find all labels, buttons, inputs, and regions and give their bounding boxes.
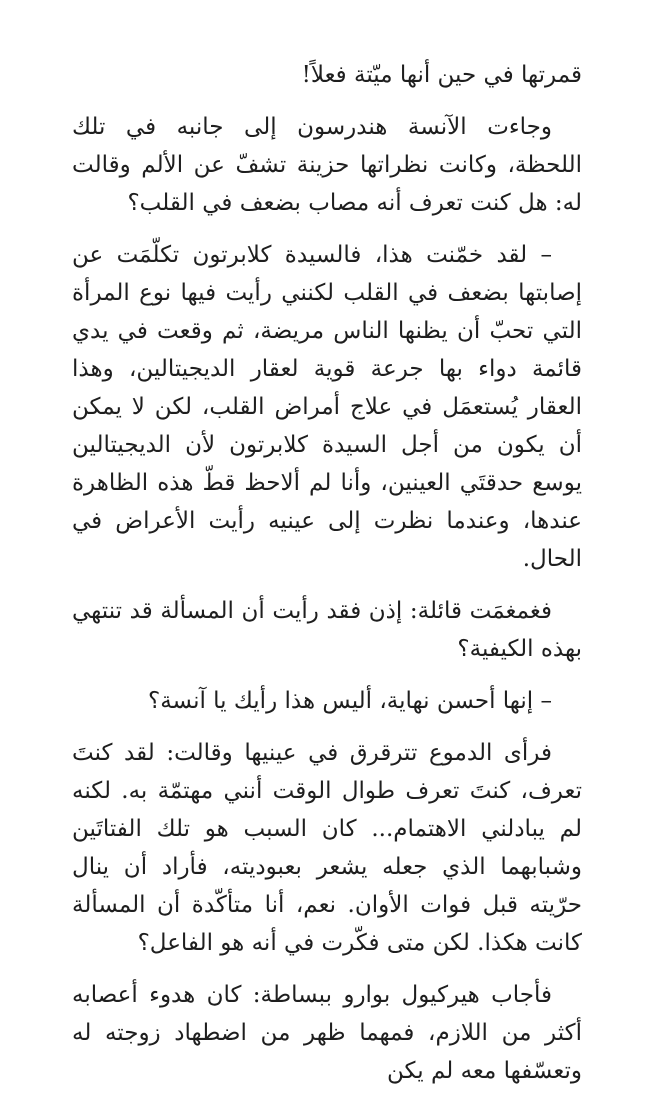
paragraph-4: فغمغمَت قائلة: إذن فقد رأيت أن المسألة قد تنتهي بهذه الكيفية؟: [72, 598, 582, 662]
paragraph-2: وجاءت الآنسة هندرسون إلى جانبه في تلك اللحظة، وكانت نظراتها حزينة تشفّ عن الألم وقالت له: هل كنت تعرف أنه مصاب بضعف في القلب؟: [72, 114, 582, 216]
paragraph-6: فرأى الدموع تترقرق في عينيها وقالت: لقد كنتَ تعرف، كنتَ تعرف طوال الوقت أنني مهتمّة به. لكنه لم يبادلني الاهتمام... كان السبب هو تلك الفتاتَين وشبابهما الذي جعله يشعر بعبوديته، فأراد أن ينال حرّيته قبل فوات الأوان. نعم، أنا متأكّدة أن المسألة كانت هكذا. لكن متى فكّرت في أنه هو الفاعل؟: [72, 740, 582, 956]
paragraph-3: – لقد خمّنت هذا، فالسيدة كلابرتون تكلّمَت عن إصابتها بضعف في القلب لكنني رأيت فيها نوع المرأة التي تحبّ أن يظنها الناس مريضة، ثم وقعت في يدي قائمة دواء بها جرعة قوية لعقار الديجيتالين، وهذا العقار يُستعمَل في علاج أمراض القلب، لكن لا يمكن أن يكون من أجل السيدة كلابرتون لأن الديجيتالين يوسع حدقتَي العينين، وأنا لم ألاحظ قطّ هذه الظاهرة عندها، وعندما نظرت إلى عينيه رأيت الأعراض في الحال.: [72, 242, 582, 572]
book-page: [72, 56, 582, 1104]
paragraph-1: قمرتها في حين أنها ميّتة فعلاً!: [301, 62, 582, 88]
paragraph-7: فأجاب هيركيول بوارو ببساطة: كان هدوء أعصابه أكثر من اللازم، فمهما ظهر من اضطهاد زوجته له وتعسّفها معه لم يكن: [72, 982, 582, 1084]
paragraph-5: – إنها أحسن نهاية، أليس هذا رأيك يا آنسة؟: [148, 688, 552, 714]
